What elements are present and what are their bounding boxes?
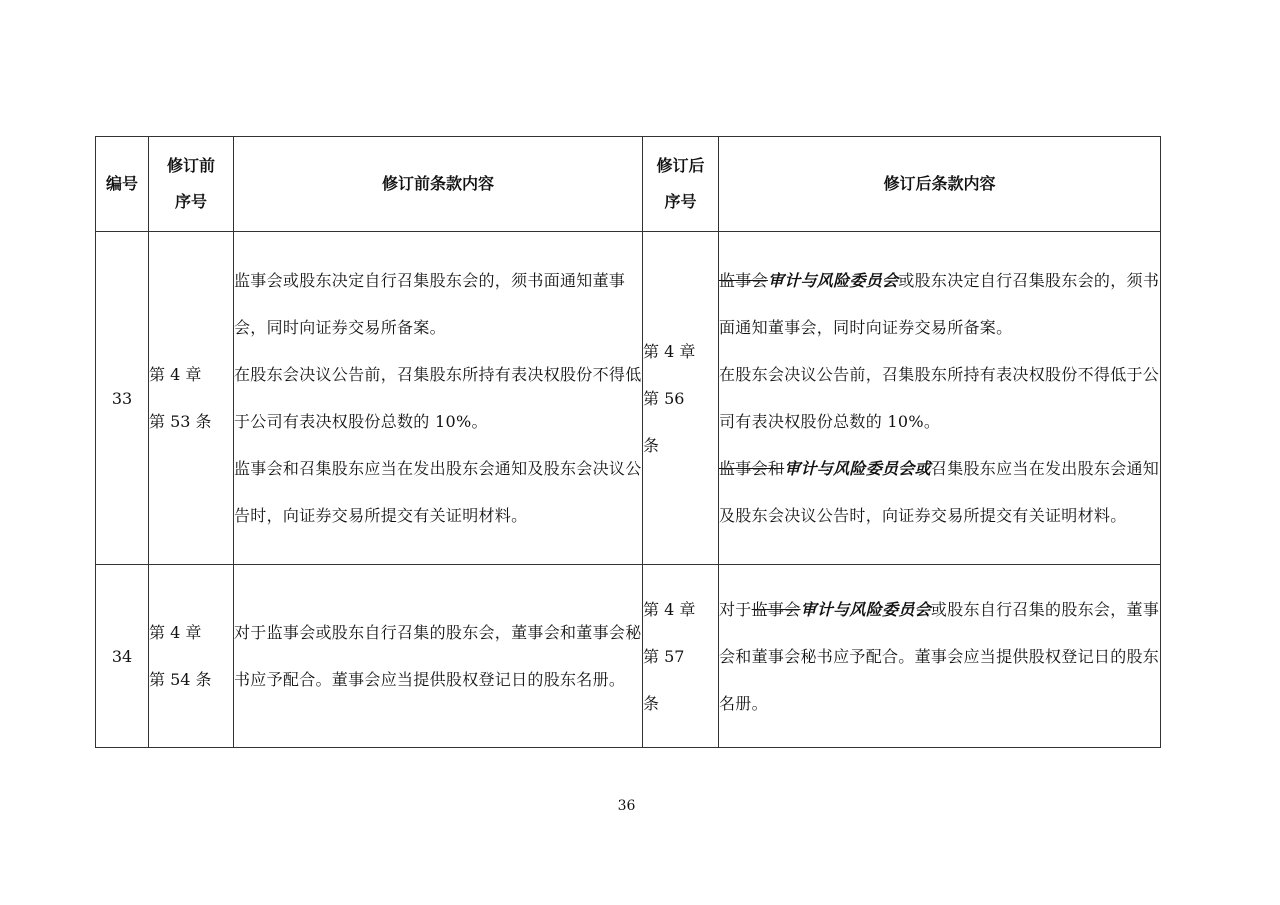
after-ref — [643, 565, 719, 748]
before-ref — [149, 232, 234, 565]
inserted-text: 审计与风险委员会或 — [784, 459, 931, 478]
after-ref-chapter: 第 4 章 — [643, 341, 696, 361]
row-number: 34 — [96, 565, 149, 748]
header-before-content: 修订前条款内容 — [234, 137, 643, 232]
before-ref — [149, 565, 234, 748]
header-after-ref — [643, 137, 719, 232]
unchanged-text: 或股东决定自行召集股东会的，须书面通知董事会，同时向证券交易所备案。 — [719, 271, 1160, 337]
after-paragraph — [719, 257, 1160, 351]
after-ref-article: 第 56 — [643, 388, 685, 408]
before-ref-chapter: 第 4 章 — [149, 365, 202, 384]
before-paragraph: 监事会和召集股东应当在发出股东会通知及股东会决议公告时，向证券交易所提交有关证明材料。 — [234, 459, 642, 525]
unchanged-text: 召集股东应当在发出股东会通知及股东会决议公告时，向证券交易所提交有关证明材料。 — [719, 459, 1160, 525]
inserted-text: 审计与风险委员会 — [767, 271, 899, 290]
before-content — [234, 565, 643, 748]
unchanged-text: 对于 — [719, 599, 752, 619]
after-ref-suffix: 条 — [643, 435, 660, 455]
unchanged-text: 或股东自行召集的股东会，董事会和董事会秘书应予配合。董事会应当提供股权登记日的股东名册。 — [719, 599, 1160, 713]
before-content — [234, 232, 643, 565]
before-ref-article: 第 54 条 — [149, 670, 212, 689]
after-ref-suffix: 条 — [643, 693, 660, 713]
header-number: 编号 — [96, 137, 149, 232]
deleted-text: 监事会和 — [719, 459, 785, 478]
before-paragraph: 在股东会决议公告前，召集股东所持有表决权股份不得低于公司有表决权股份总数的 10%。 — [234, 365, 642, 431]
after-content — [719, 232, 1161, 565]
before-paragraph: 对于监事会或股东自行召集的股东会，董事会和董事会秘书应予配合。董事会应当提供股权登记日的股东名册。 — [234, 623, 642, 689]
revision-table — [95, 136, 1161, 748]
after-paragraph — [719, 586, 1160, 727]
deleted-text: 监事会 — [719, 271, 768, 290]
header-after-ref-line2: 序号 — [664, 192, 697, 211]
before-ref-chapter: 第 4 章 — [149, 623, 202, 642]
header-after-ref-line1: 修订后 — [656, 156, 705, 175]
header-before-ref — [149, 137, 234, 232]
before-paragraph: 监事会或股东决定自行召集股东会的，须书面通知董事会，同时向证券交易所备案。 — [234, 271, 626, 337]
row-number: 33 — [96, 232, 149, 565]
header-after-content: 修订后条款内容 — [719, 137, 1161, 232]
table-row — [96, 232, 1161, 565]
after-content — [719, 565, 1161, 748]
page-number: 36 — [617, 798, 636, 814]
inserted-text: 审计与风险委员会 — [800, 599, 931, 619]
header-before-ref-line1: 修订前 — [166, 156, 215, 175]
after-paragraph — [719, 445, 1160, 539]
deleted-text: 监事会 — [751, 599, 801, 619]
after-paragraph: 在股东会决议公告前，召集股东所持有表决权股份不得低于公司有表决权股份总数的 10%。 — [719, 365, 1160, 431]
table-header-row — [96, 137, 1161, 232]
table-row — [96, 565, 1161, 748]
after-ref-chapter: 第 4 章 — [643, 599, 696, 619]
after-ref-article: 第 57 — [643, 646, 685, 666]
header-before-ref-line2: 序号 — [174, 192, 207, 211]
before-ref-article: 第 53 条 — [149, 412, 212, 431]
after-ref — [643, 232, 719, 565]
